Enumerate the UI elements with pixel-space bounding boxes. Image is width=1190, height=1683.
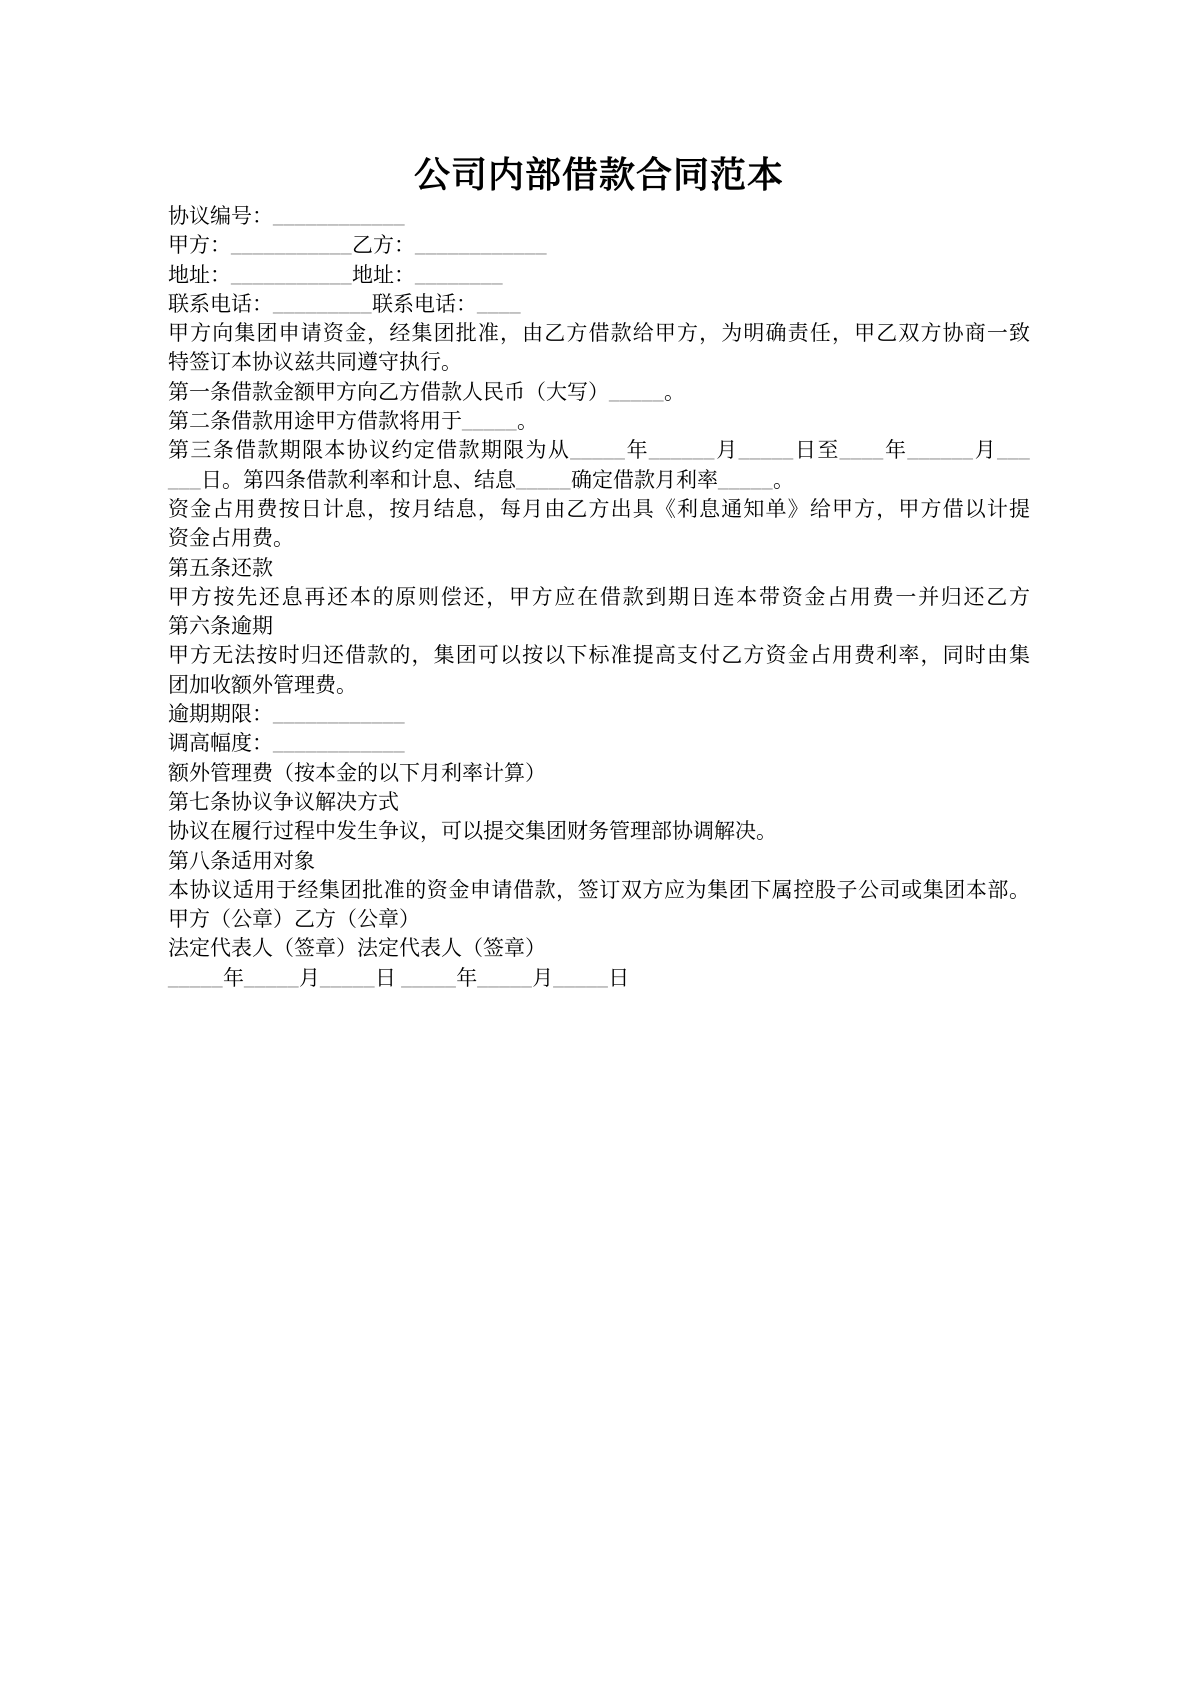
document-line-text: 资金占用费按日计息，按月结息，每月由乙方出具《利息通知单》给甲方，甲方借以计提 xyxy=(168,496,1030,521)
blank-field: ___________ xyxy=(231,233,352,258)
document-content xyxy=(0,150,1190,993)
document-line xyxy=(168,231,1030,260)
document-line xyxy=(168,261,1030,290)
blank-field: ___ xyxy=(168,467,201,492)
document-line-text: 第一条借款金额甲方向乙方借款人民币（大写）_____。 xyxy=(168,379,685,404)
blank-field: ____ xyxy=(839,438,884,463)
blank-field: _____ xyxy=(401,965,457,990)
document-line-text: 第六条逾期 xyxy=(168,614,273,639)
document-line-text: 团加收额外管理费。 xyxy=(168,672,357,697)
blank-field: _____ xyxy=(244,965,299,990)
document-line-text: 甲方（公章）乙方（公章） xyxy=(168,907,420,932)
document-line xyxy=(168,436,1030,465)
document-line xyxy=(168,290,1030,319)
document-line-text: 甲方无法按时归还借款的，集团可以按以下标准提高支付乙方资金占用费利率，同时由集 xyxy=(168,643,1030,668)
document-line xyxy=(168,583,1030,612)
document-line-text: 本协议适用于经集团批准的资金申请借款，签订双方应为集团下属控股子公司或集团本部。 xyxy=(168,877,1030,902)
blank-field: ______ xyxy=(907,438,974,463)
blank-field: _____ xyxy=(462,409,517,434)
document-line-text: 第五条还款 xyxy=(168,555,273,580)
blank-field: ______ xyxy=(648,438,715,463)
document-line-text: 逾期期限：____________ xyxy=(168,702,405,727)
document-line-text: 资金占用费。 xyxy=(168,526,294,551)
document-line-text: 甲方按先还息再还本的原则偿还，甲方应在借款到期日连本带资金占用费一并归还乙方 xyxy=(168,584,1030,609)
document-line-text: 协议编号：____________ xyxy=(168,204,405,228)
document-line xyxy=(168,847,1030,876)
document-line xyxy=(168,964,1030,993)
document-line-text: 地址：___________地址：________ xyxy=(168,262,503,287)
document-line-text: 甲方向集团申请资金，经集团批准，由乙方借款给甲方，为明确责任，甲乙双方协商一致 xyxy=(168,321,1030,346)
document-line xyxy=(168,876,1030,905)
blank-field: _____ xyxy=(477,965,533,990)
document-line-text: ___日。第四条借款利率和计息、结息_____确定借款月利率_____。 xyxy=(168,467,794,492)
blank-field: _____ xyxy=(320,965,375,990)
document-line xyxy=(168,671,1030,700)
blank-field: _____ xyxy=(718,467,773,492)
blank-field: ___ xyxy=(997,438,1031,463)
document-line xyxy=(168,729,1030,758)
blank-field: _____ xyxy=(553,965,609,990)
document-line xyxy=(168,554,1030,583)
document-line-text: 甲方：___________乙方：____________ xyxy=(168,233,547,258)
document-line-text: 特签订本协议兹共同遵守执行。 xyxy=(168,350,462,375)
blank-field: _____ xyxy=(570,438,626,463)
blank-field: ____________ xyxy=(273,731,405,756)
blank-field: ____________ xyxy=(273,204,405,228)
document-line xyxy=(168,202,1030,231)
document-line xyxy=(168,495,1030,524)
blank-field: ___________ xyxy=(231,262,352,287)
blank-field: _____ xyxy=(738,438,794,463)
document-line xyxy=(168,612,1030,641)
document-line-text: 协议在履行过程中发生争议，可以提交集团财务管理部协调解决。 xyxy=(168,819,777,844)
document-line xyxy=(168,319,1030,348)
document-line xyxy=(168,348,1030,377)
document-line xyxy=(168,407,1030,436)
document-line xyxy=(168,378,1030,407)
document-line-text: 联系电话：_________联系电话：____ xyxy=(168,291,521,316)
blank-field: ____________ xyxy=(273,702,405,727)
document-line xyxy=(168,817,1030,846)
document-line xyxy=(168,905,1030,934)
blank-field: _____ xyxy=(168,965,223,990)
document-line xyxy=(168,700,1030,729)
document-line-text: 调高幅度：____________ xyxy=(168,731,405,756)
document-line xyxy=(168,524,1030,553)
document-line-text: 法定代表人（签章）法定代表人（签章） xyxy=(168,936,546,961)
document-line xyxy=(168,934,1030,963)
blank-field: ________ xyxy=(415,262,503,287)
document-line-text: 第七条协议争议解决方式 xyxy=(168,789,399,814)
blank-field: _____ xyxy=(516,467,571,492)
document-line-text: 额外管理费（按本金的以下月利率计算） xyxy=(168,760,546,785)
blank-field: _____ xyxy=(609,379,664,404)
document-line-text: 第三条借款期限本协议约定借款期限为从_____年______月_____日至____年______月___ xyxy=(168,438,1031,463)
document-line-text: 第八条适用对象 xyxy=(168,848,315,873)
document-line-text: 第二条借款用途甲方借款将用于_____。 xyxy=(168,409,538,434)
blank-field: ____ xyxy=(477,291,521,316)
blank-field: ____________ xyxy=(415,233,547,258)
document-line xyxy=(168,641,1030,670)
document-line-text: _____年_____月_____日 _____年_____月_____日 xyxy=(168,965,630,990)
document-body xyxy=(168,202,1030,993)
document-line xyxy=(168,788,1030,817)
document-line xyxy=(168,759,1030,788)
document-title: 公司内部借款合同范本 xyxy=(413,155,784,195)
document-line xyxy=(168,466,1030,495)
blank-field: _________ xyxy=(273,291,372,316)
